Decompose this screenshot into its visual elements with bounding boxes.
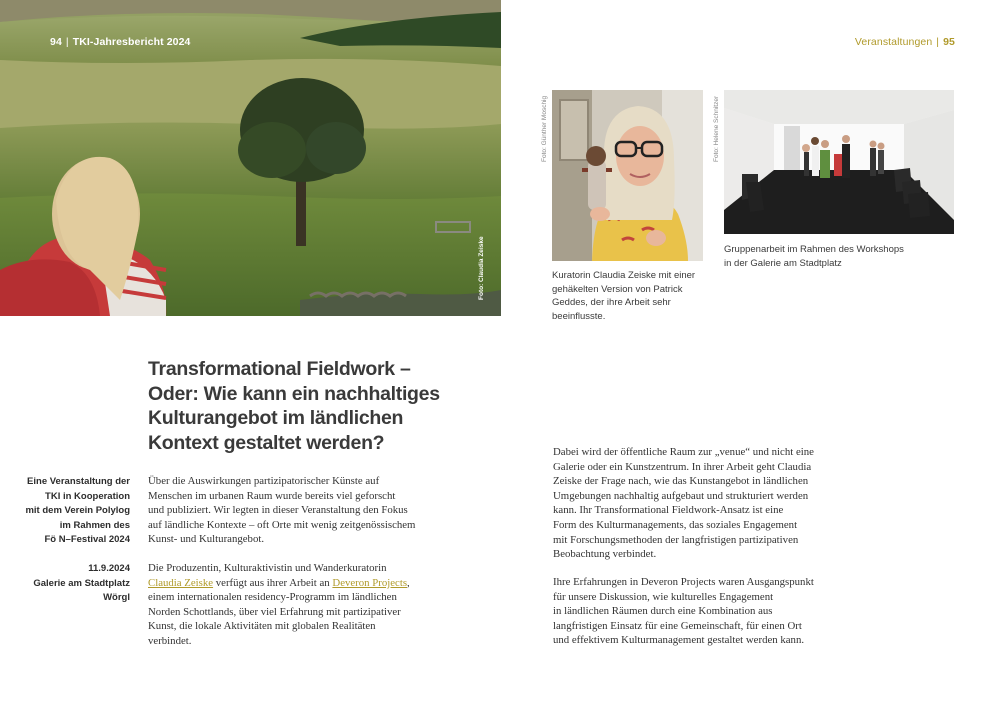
page-header-left [50, 36, 190, 48]
page-number-right: 95 [943, 36, 955, 48]
caption-line: beeinflusste. [552, 310, 606, 322]
text-line: Zeiske der Frage nach, wie das Kunstangebot in ländlichen [553, 475, 809, 488]
workshop-photo [724, 90, 954, 234]
meta-line: mit dem Verein Polylog [25, 505, 130, 516]
caption-line: Kuratorin Claudia Zeiske mit einer [552, 270, 696, 281]
article-title [148, 357, 478, 455]
body-left-paragraph-1 [148, 474, 468, 547]
text-line: auf ländliche Kontexte – oft Orte mit wenig zeitgenössischem [148, 518, 416, 531]
event-info [10, 475, 130, 548]
text-line: und publiziert. Wir legten in dieser Veranstaltung den Fokus [148, 504, 408, 517]
text-line: Galerie oder ein Kunstzentrum. In ihrer Arbeit geht Claudia [553, 460, 812, 473]
date-location [10, 562, 130, 606]
text-line: Die Produzentin, Kulturaktivistin und Wanderkuratorin [148, 562, 387, 574]
separator: | [65, 36, 69, 48]
text-line: Umgebungen nachhaltig aufgebaut und strukturiert werden [553, 489, 809, 502]
text-line: verbindet. [148, 634, 192, 647]
title-line: Oder: Wie kann ein nachhaltiges [148, 382, 440, 405]
text-line: in ländlichen Räumen durch eine Kombination aus [553, 605, 773, 618]
page-number-left: 94 [50, 36, 62, 48]
link-claudia-zeiske[interactable]: Claudia Zeiske [148, 576, 214, 589]
section-name: Veranstaltungen [854, 36, 933, 48]
text-line: Kunst, die lokale Aktivitäten mit globalen Realitäten [148, 620, 376, 633]
text-line: für unsere Diskussion, wie kulturelles Engagement [553, 590, 774, 603]
text-line: und effektivem Kulturmanagement gestaltet werden kann. [553, 634, 805, 647]
photo2-credit: Foto: Helene Schnitzer [713, 95, 720, 162]
text-line: Ihre Erfahrungen in Deveron Projects waren Ausgangspunkt [553, 576, 814, 588]
text-fragment: verfügt aus ihrer Arbeit an [213, 576, 333, 589]
photo1-caption [552, 269, 717, 323]
event-venue: Galerie am Stadtplatz [33, 577, 130, 589]
title-line: Kontext gestaltet werden? [148, 431, 385, 454]
meta-line: Fö N–Festival 2024 [44, 534, 130, 545]
curator-photo [552, 90, 703, 261]
text-line: mit Forschungsmethoden der langfristigen partizipativen [553, 533, 799, 546]
text-line: Form des Kulturmanagements, das soziales Engagement [553, 518, 798, 531]
caption-line: Gruppenarbeit im Rahmen des Workshops [724, 244, 904, 255]
text-line: Menschen im urbanen Raum wurde bereits viel geforscht [148, 489, 396, 502]
text-line: Über die Auswirkungen partizipatorischer Künste auf [148, 475, 380, 487]
separator: | [936, 36, 940, 48]
text-line: Beobachtung verbindet. [553, 548, 657, 561]
meta-line: im Rahmen des [59, 519, 130, 531]
meta-line: Eine Veranstaltung der [27, 476, 130, 487]
caption-line: in der Galerie am Stadtplatz [724, 257, 842, 269]
caption-line: Geddes, der ihre Arbeit sehr [552, 297, 671, 308]
link-deveron-projects[interactable]: Deveron Projects [332, 576, 408, 589]
title-line: Kulturangebot im ländlichen [148, 407, 404, 429]
report-title: TKI-Jahresbericht 2024 [72, 36, 191, 48]
body-right-paragraph-1 [553, 445, 873, 562]
body-right-paragraph-2 [553, 575, 873, 648]
photo2-caption [724, 243, 954, 270]
text-line: einem internationalen residency-Programm im ländlichen [148, 591, 397, 604]
event-city: Wörgl [103, 592, 130, 603]
curator-image [552, 90, 703, 261]
text-fragment: , [407, 576, 410, 589]
caption-line: gehäkelten Version von Patrick [552, 283, 683, 295]
workshop-image [724, 90, 954, 234]
photo1-credit: Foto: Günther Moschig [541, 95, 548, 162]
title-line: Transformational Fieldwork – [148, 358, 411, 380]
text-line: langfristigen Einsatz für eine Gemeinschaft, für einen Ort [553, 619, 802, 632]
text-line [148, 576, 468, 591]
page-header-right [855, 36, 955, 48]
text-line: Dabei wird der öffentliche Raum zur „venue“ und nicht eine [553, 446, 814, 458]
meta-line: TKI in Kooperation [45, 490, 130, 502]
hero-photo-credit: Foto: Claudia Zeiske [478, 236, 485, 300]
text-line: Norden Schottlands, über viel Erfahrung mit partizipativer [148, 605, 401, 618]
text-line: Kunst- und Kulturangebot. [148, 533, 265, 546]
event-date: 11.9.2024 [88, 563, 130, 574]
body-left-paragraph-2 [148, 561, 468, 649]
text-line: kann. Ihr Transformational Fieldwork-Ansatz ist eine [553, 504, 784, 517]
